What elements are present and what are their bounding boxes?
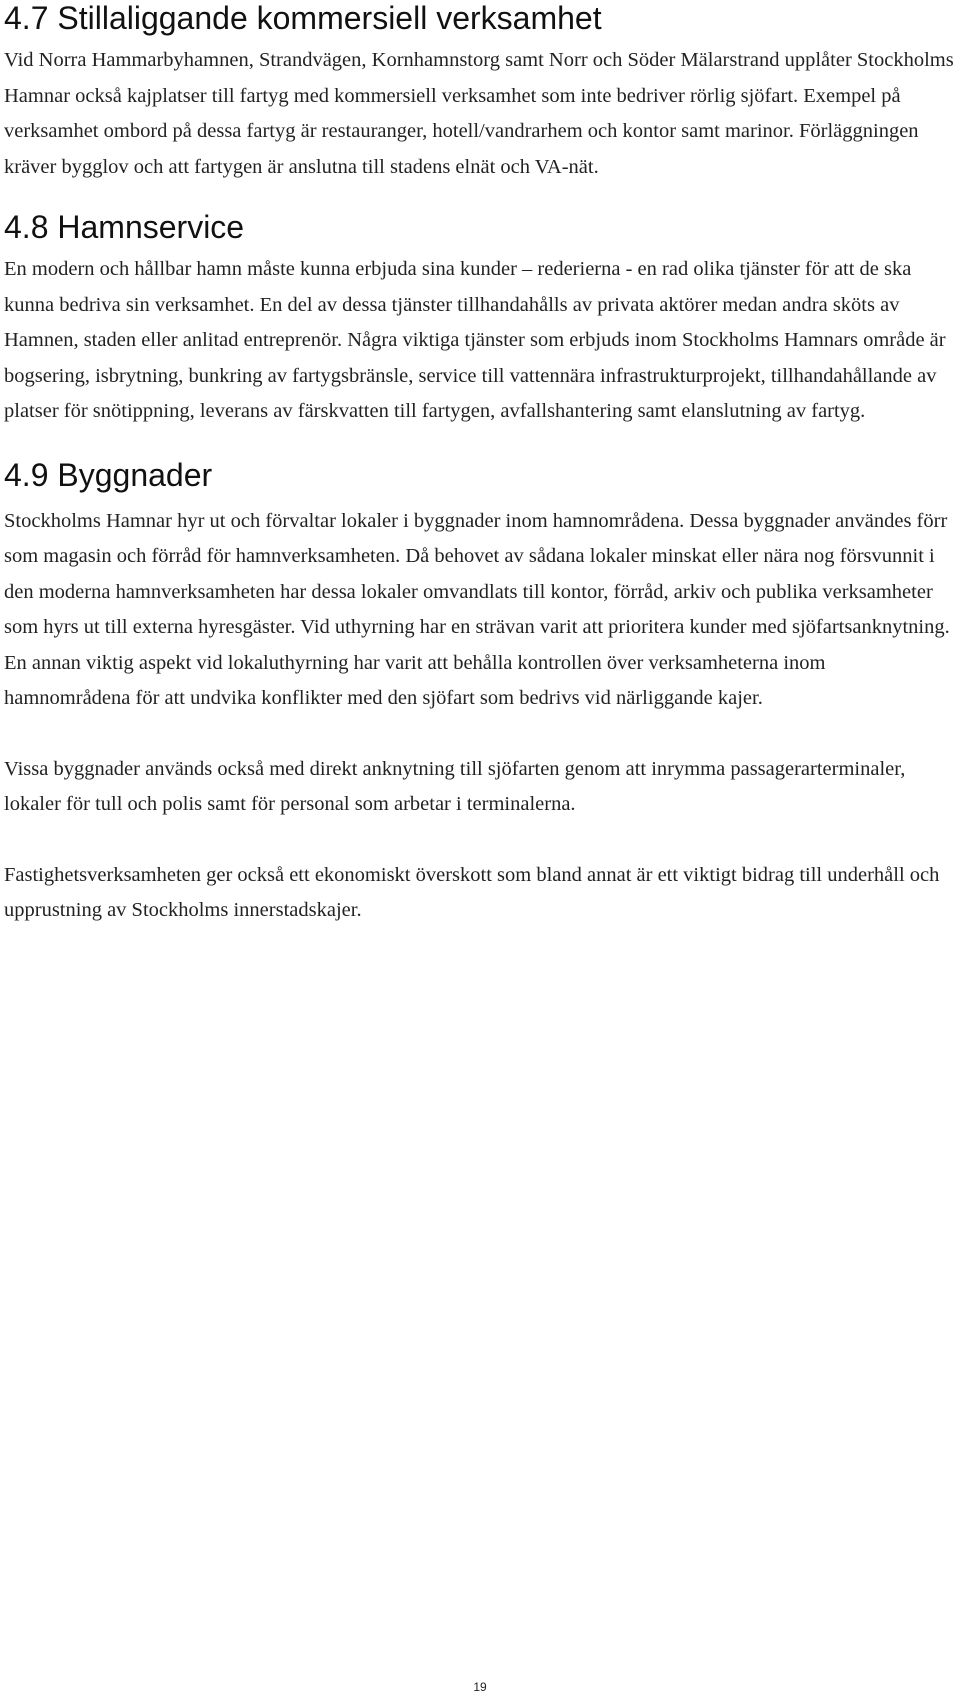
section-paragraph: Vissa byggnader används också med direkt anknytning till sjöfarten genom att inrymma passagerarterminaler, lokaler för tull och polis samt för personal som arbetar i terminalerna. xyxy=(4,757,906,815)
section-paragraph: Fastighetsverksamheten ger också ett ekonomiskt överskott som bland annat är ett viktigt bidrag till underhåll och upprustning av Stockholms innerstadskajer. xyxy=(4,863,940,921)
section-4-7 xyxy=(4,0,956,185)
section-4-8 xyxy=(4,209,956,430)
section-4-9 xyxy=(4,457,956,929)
section-paragraph: En modern och hållbar hamn måste kunna erbjuda sina kunder – rederierna - en rad olika tjänster för att de ska kunna bedriva sin verksamhet. En del av dessa tjänster tillhandahålls av privata aktörer medan andra sköts av Hamnen, staden eller anlitad entreprenör. Några viktiga tjänster som erbjuds inom Stockholms Hamnars område är bogsering, isbrytning, bunkring av fartygsbränsle, service till vattennära infrastrukturprojekt, tillhandahållande av platser för snötippning, leverans av färskvatten till fartygen, avfallshantering samt elanslutning av fartyg. xyxy=(4,258,946,422)
section-heading: 4.9 Byggnader xyxy=(4,456,213,493)
section-heading: 4.8 Hamnservice xyxy=(4,209,245,245)
section-paragraph: Stockholms Hamnar hyr ut och förvaltar lokaler i byggnader inom hamnområdena. Dessa byggnader användes förr som magasin och förråd för hamnverksamheten. Då behovet av sådana lokaler minskat eller nära nog försvunnit i den moderna hamnverksamheten har dessa lokaler omvandlats till kontor, förråd, arkiv och publika verksamheter som hyrs ut till externa hyresgäster. Vid uthyrning har en strävan varit att prioritera kunder med sjöfartsanknytning. En annan viktig aspekt vid lokaluthyrning har varit att behålla kontrollen över verksamheterna inom hamnområdena för att undvika konflikter med den sjöfart som bedrivs vid närliggande kajer. xyxy=(4,509,950,709)
section-heading: 4.7 Stillaliggande kommersiell verksamhet xyxy=(4,0,602,36)
page-number: 19 xyxy=(473,1680,487,1694)
document-page xyxy=(4,0,956,929)
section-paragraph: Vid Norra Hammarbyhamnen, Strandvägen, Kornhamnstorg samt Norr och Söder Mälarstrand upplåter Stockholms Hamnar också kajplatser till fartyg med kommersiell verksamhet som inte bedriver rörlig sjöfart. Exempel på verksamhet ombord på dessa fartyg är restauranger, hotell/vandrarhem och kontor samt marinor. Förläggningen kräver bygglov och att fartygen är anslutna till stadens elnät och VA-nät. xyxy=(4,49,954,178)
